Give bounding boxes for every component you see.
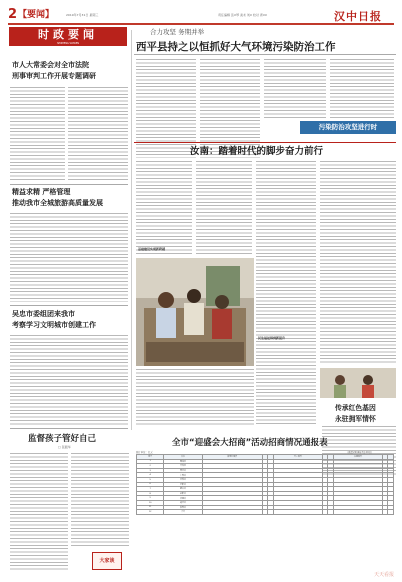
side-story-image — [320, 368, 396, 398]
table-cell: 10 — [137, 500, 164, 505]
opinion-body-a — [10, 452, 68, 572]
table-cell: 合计 — [164, 510, 202, 515]
feature-photo — [136, 258, 254, 366]
report-headline: 全市“迎盛会大招商”活动招商情况通报表 — [172, 438, 328, 448]
report-col-header: 单位 — [164, 455, 202, 460]
main-headline: 西平县持之以恒抓好大气环境污染防治工作 — [136, 41, 336, 53]
opinion-byline: □ 张振华 — [58, 445, 71, 449]
main-kicker: 合力攻坚 务期并举 — [150, 28, 205, 36]
left-story-3-title: 吴忠市委组团来我市 — [12, 310, 75, 318]
left-story-2-title: 精益求精 严格管理 — [12, 188, 71, 196]
main-headline-rule — [134, 54, 396, 55]
report-col-header: 新签约项目 — [202, 455, 262, 460]
table-cell — [333, 510, 382, 515]
report-col-header: 序号 — [137, 455, 164, 460]
masthead-logo: 汉中日报 — [334, 10, 382, 23]
feature-col-1 — [136, 160, 192, 255]
main-story-col-3 — [264, 58, 326, 118]
feature-col-3 — [256, 160, 316, 425]
table-cell: 确山县 — [164, 487, 202, 492]
opinion-stamp-label: 大家谈 — [99, 558, 115, 564]
main-story-col-4 — [330, 58, 394, 118]
table-cell: 9 — [137, 496, 164, 501]
feature-subhead-3: 民生福祉得到新提升 — [258, 336, 286, 340]
left-story-2-subtitle: 推动我市全城旅游高质量发展 — [12, 199, 103, 207]
table-cell: 上蔡县 — [164, 473, 202, 478]
column-banner — [9, 27, 127, 46]
opinion-stamp — [92, 552, 122, 570]
side-story-photo — [320, 368, 396, 398]
report-table-wrap — [136, 454, 394, 515]
date-line: 2019年7月31日 星期三 — [66, 13, 99, 17]
report-col-header: 在建项目 — [333, 455, 382, 460]
opinion-body-b — [71, 452, 129, 548]
table-cell — [388, 510, 394, 515]
report-col-header: 开工项目 — [273, 455, 322, 460]
page-header — [8, 8, 396, 22]
table-row — [137, 510, 394, 515]
feature-photo-caption — [136, 368, 254, 426]
editor-line: 责任编辑 张X琴 美术 刘X 校对 席XX — [218, 13, 267, 17]
table-cell: 6 — [137, 482, 164, 487]
table-cell: 泌阳县 — [164, 491, 202, 496]
table-cell: 平舆县 — [164, 477, 202, 482]
table-cell — [202, 510, 262, 515]
table-cell: 汝南县 — [164, 496, 202, 501]
table-cell: 8 — [137, 491, 164, 496]
table-cell: 11 — [137, 505, 164, 510]
table-cell: 7 — [137, 487, 164, 492]
left-story-1-subtitle: 刑事审判工作开展专题调研 — [12, 72, 96, 80]
left-story-3-subtitle: 考察学习文明城市创建工作 — [12, 321, 96, 329]
table-cell: 3 — [137, 468, 164, 473]
table-cell: 4 — [137, 473, 164, 478]
opinion-title: 监督孩子管好自己 — [28, 434, 97, 444]
left-story-3-body — [10, 334, 128, 426]
feature-col-4 — [320, 160, 396, 365]
feature-headline: 汝南：踏着时代的脚步奋力前行 — [190, 146, 324, 157]
table-cell: 驿城区 — [164, 459, 202, 464]
left-story-1-body-a — [10, 86, 65, 182]
report-note: （截至2019年7月29日） — [346, 451, 374, 454]
side-story-subtitle: 永驻拥军情怀 — [335, 415, 376, 423]
left-story-2-body — [10, 212, 128, 302]
table-cell: 开发区 — [164, 464, 202, 469]
table-cell: 12 — [137, 510, 164, 515]
report-unit: 统计单位：亿元 — [136, 451, 153, 454]
watermark-label: 天天看报 — [373, 572, 394, 578]
pollution-badge — [300, 121, 396, 134]
left-divider-2 — [10, 305, 128, 306]
header-rule — [8, 23, 394, 25]
left-story-1-body-b — [68, 86, 128, 182]
report-table — [136, 454, 394, 515]
main-story-col-1 — [136, 58, 196, 158]
watermark — [374, 571, 394, 578]
table-cell — [273, 510, 322, 515]
table-cell: 遂平县 — [164, 500, 202, 505]
side-story-title: 传承红色基因 — [335, 404, 376, 412]
report-table-body — [137, 459, 394, 514]
table-cell: 新蔡县 — [164, 505, 202, 510]
table-cell: 1 — [137, 459, 164, 464]
opinion-rule — [10, 428, 128, 429]
pollution-badge-label: 污染防治攻坚进行时 — [318, 123, 378, 131]
table-cell: 2 — [137, 464, 164, 469]
table-cell: 西平县 — [164, 468, 202, 473]
feature-subhead-1: 基础建设实现新跨越 — [138, 247, 166, 251]
table-cell: 5 — [137, 477, 164, 482]
feature-photo-image — [136, 258, 254, 366]
table-cell: 正阳县 — [164, 482, 202, 487]
page-number: 2 — [8, 7, 18, 22]
column-banner-title: 时政要闻 — [38, 28, 98, 41]
left-column-divider — [131, 30, 132, 430]
left-story-1-title: 市人大常委会对全市法院 — [12, 61, 89, 69]
section-label: 【要闻】 — [18, 10, 55, 20]
left-divider-1 — [10, 184, 128, 185]
feature-col-2 — [196, 160, 252, 255]
column-banner-subtitle: SHIZHENG YAOWEN — [57, 42, 79, 45]
